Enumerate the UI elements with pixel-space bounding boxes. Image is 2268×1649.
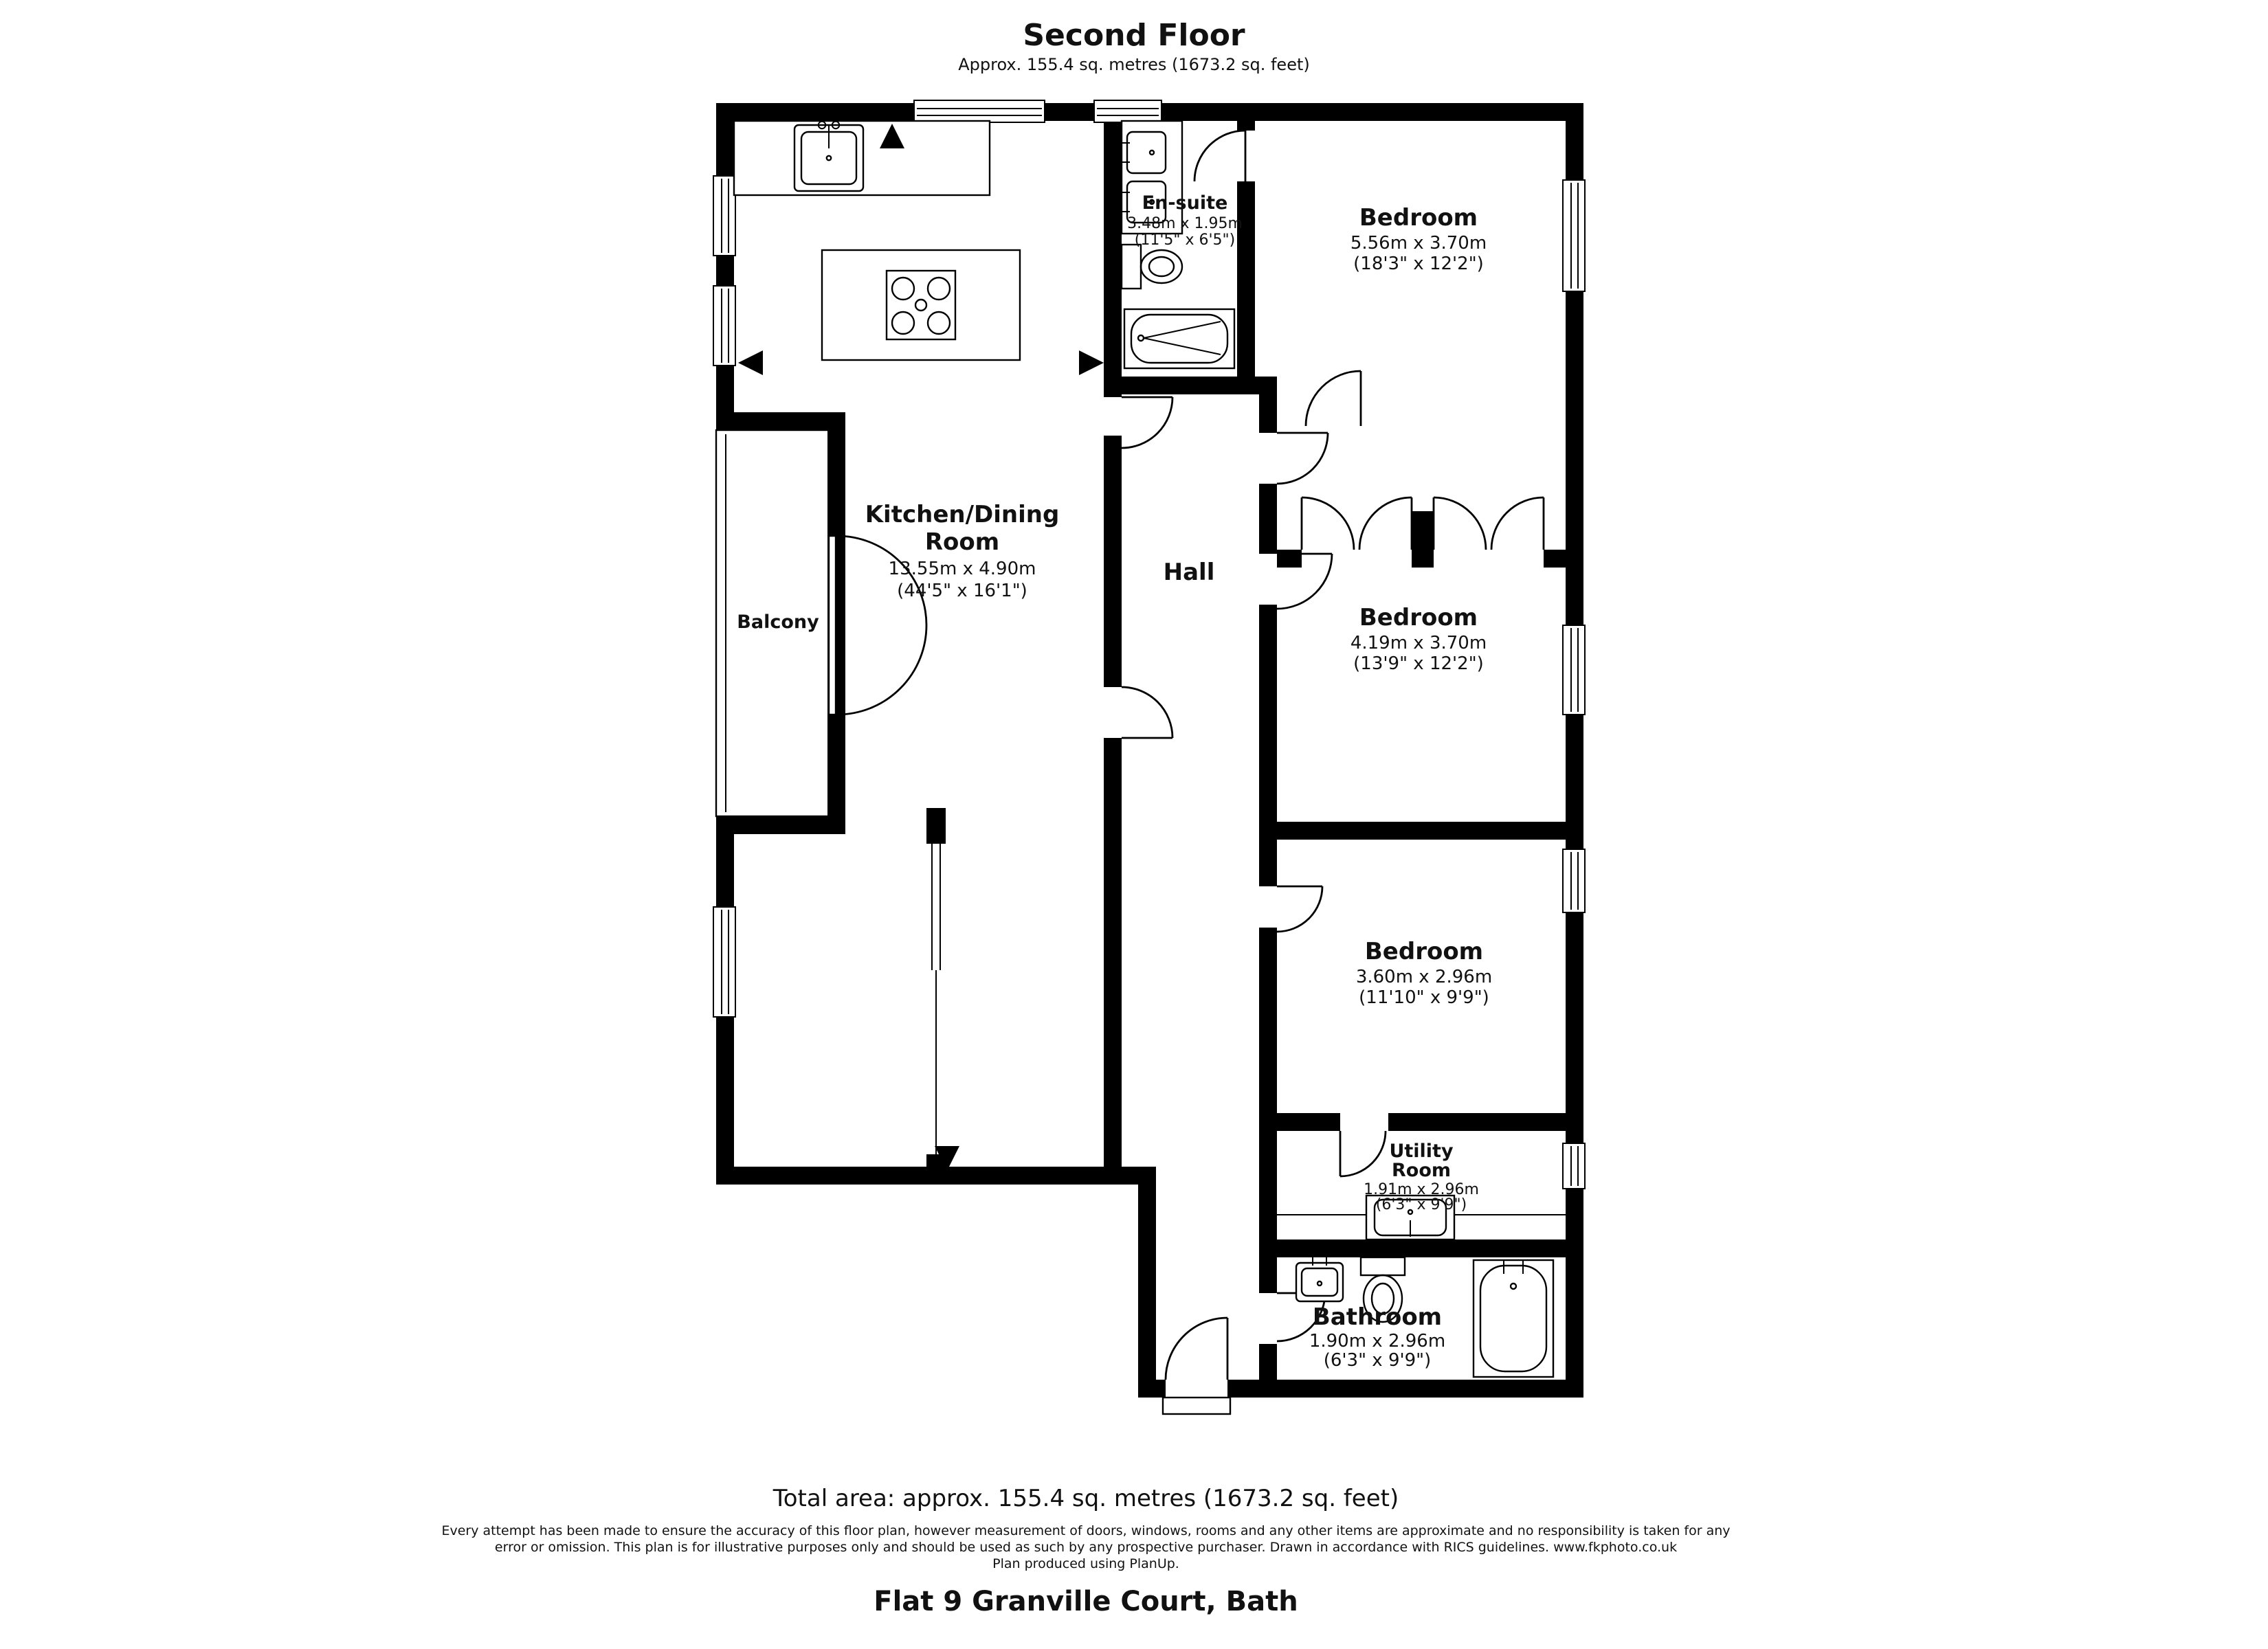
address-title: Flat 9 Granville Court, Bath (874, 1586, 1298, 1617)
window-kitchen-top (914, 100, 1045, 122)
window-bedroom2-right (1563, 625, 1585, 715)
window-kitchen-left-1 (713, 176, 735, 256)
wall-bed3-utility-a (1259, 1113, 1340, 1131)
kitchen-label: Kitchen/Dining (865, 501, 1060, 528)
wall-left-upper (716, 103, 734, 430)
wall-bottom-left-of-door (1138, 1380, 1166, 1398)
wall-kitchen-hall-b (1104, 436, 1122, 687)
wall-bed1-bed2-stub3 (1544, 550, 1566, 568)
wall-hall-right-d (1259, 928, 1277, 1293)
bathroom-label: Bathroom (1312, 1303, 1443, 1331)
ensuite-dims-imperial: (11'5" x 6'5") (1134, 232, 1236, 249)
bedroom3-dims-imperial: (11'10" x 9'9") (1359, 987, 1489, 1008)
wall-bed2-bed3 (1277, 822, 1566, 840)
wall-utility-bathroom (1259, 1239, 1583, 1257)
bedroom2-dims-metric: 4.19m x 3.70m (1350, 633, 1487, 653)
total-area-text: Total area: approx. 155.4 sq. metres (1673.2 sq. feet) (772, 1485, 1399, 1512)
ensuite-dims-metric: 3.48m x 1.95m (1127, 215, 1243, 232)
bedroom3-door-arc (1277, 886, 1322, 932)
balcony-label: Balcony (737, 612, 819, 633)
balcony-french-door-arc-bottom (837, 625, 926, 715)
wall-bed3-utility-b (1388, 1113, 1566, 1131)
window-bedroom3-right (1563, 849, 1585, 912)
lobby-door-arc (1277, 433, 1328, 484)
bedroom1-door-arc (1306, 371, 1361, 426)
hall-label: Hall (1163, 559, 1215, 586)
hall-door-lower-arc (1122, 687, 1172, 738)
disclaimer-line3: Plan produced using PlanUp. (992, 1556, 1179, 1571)
kitchen-dims-metric: 13.55m x 4.90m (888, 559, 1036, 579)
wall-bed1-bed2-stub1 (1277, 550, 1302, 568)
utility-label: Utility (1389, 1141, 1454, 1162)
wall-bottom (1227, 1380, 1583, 1398)
window-kitchen-left-2 (713, 286, 735, 366)
wall-balcony-head (716, 412, 845, 430)
arrow-left-icon (738, 350, 763, 375)
utility-dims-metric: 1.91m x 2.96m (1364, 1181, 1479, 1198)
bedroom2-dims-imperial: (13'9" x 12'2") (1353, 653, 1484, 674)
utility-label-2: Room (1391, 1160, 1452, 1181)
wall-right (1566, 103, 1583, 1398)
window-ensuite-top (1094, 100, 1161, 122)
wall-corridor-left (1138, 1167, 1156, 1398)
ensuite-toilet-bowl (1141, 250, 1182, 283)
entrance-door-arc (1166, 1318, 1227, 1380)
bedroom3-dims-metric: 3.60m x 2.96m (1355, 967, 1493, 987)
kitchen-label-2: Room (924, 528, 1000, 556)
ensuite-door-arc (1194, 131, 1245, 181)
wall-ensuite-bottom (1104, 377, 1277, 394)
bathroom-dims-imperial: (6'3" x 9'9") (1323, 1350, 1432, 1371)
page-subtitle: Approx. 155.4 sq. metres (1673.2 sq. feet) (958, 55, 1310, 74)
disclaimer-line2: error or omission. This plan is for illustrative purposes only and should be used as such by any prospective purchaser. Drawn in accordance with RICS guidelines. www.fkphoto.co.uk (494, 1540, 1678, 1555)
ensuite-toilet-tank (1122, 245, 1141, 289)
utility-door-arc (1340, 1131, 1386, 1176)
wall-hall-right-c (1259, 605, 1277, 886)
wall-bed1-bed2-stub2 (1412, 511, 1434, 568)
balcony-french-door-leaves (829, 536, 836, 715)
wall-kitchen-hall-c (1104, 738, 1122, 1167)
bathroom-toilet-tank (1361, 1257, 1405, 1275)
bathroom-dims-metric: 1.90m x 2.96m (1309, 1331, 1446, 1351)
footer (441, 1485, 1730, 1617)
bedroom2-label: Bedroom (1359, 604, 1478, 631)
bedroom1-dims-imperial: (18'3" x 12'2") (1353, 254, 1484, 274)
wall-ensuite-right-a (1237, 121, 1255, 131)
page-title: Second Floor (1023, 18, 1245, 53)
arrow-right-icon (1079, 350, 1104, 375)
kitchen-island (822, 250, 1020, 360)
wall-hall-right-b (1259, 484, 1277, 554)
window-dining-left (713, 907, 735, 1017)
bathroom-bath (1474, 1260, 1553, 1377)
window-bedroom1-right (1563, 180, 1585, 291)
wall-hall-right-a (1259, 394, 1277, 433)
wall-kitchen-hall-a (1104, 121, 1122, 397)
wall-balcony-bottom (716, 816, 845, 834)
kitchen-fixtures (734, 121, 1020, 360)
utility-dims-imperial: (6'3" x 9'9") (1375, 1196, 1467, 1213)
wall-ensuite-right-b (1237, 181, 1255, 377)
kitchen-dims-imperial: (44'5" x 16'1") (897, 581, 1027, 601)
wall-hall-right-e (1259, 1344, 1277, 1380)
bedroom1-dims-metric: 5.56m x 3.70m (1350, 233, 1487, 254)
ensuite-label: En-suite (1142, 192, 1228, 214)
bedroom1-label: Bedroom (1359, 204, 1478, 232)
disclaimer-line1: Every attempt has been made to ensure the accuracy of this floor plan, however measurement of doors, windows, rooms and any other items are approximate and no responsibility is taken for any (441, 1523, 1731, 1538)
divider-stub-top (926, 808, 946, 844)
interior-divider (926, 808, 946, 1175)
bedroom3-label: Bedroom (1364, 938, 1484, 965)
window-utility-right (1563, 1143, 1585, 1189)
entrance-threshold (1163, 1398, 1230, 1414)
hall-door-upper-arc (1122, 397, 1172, 448)
